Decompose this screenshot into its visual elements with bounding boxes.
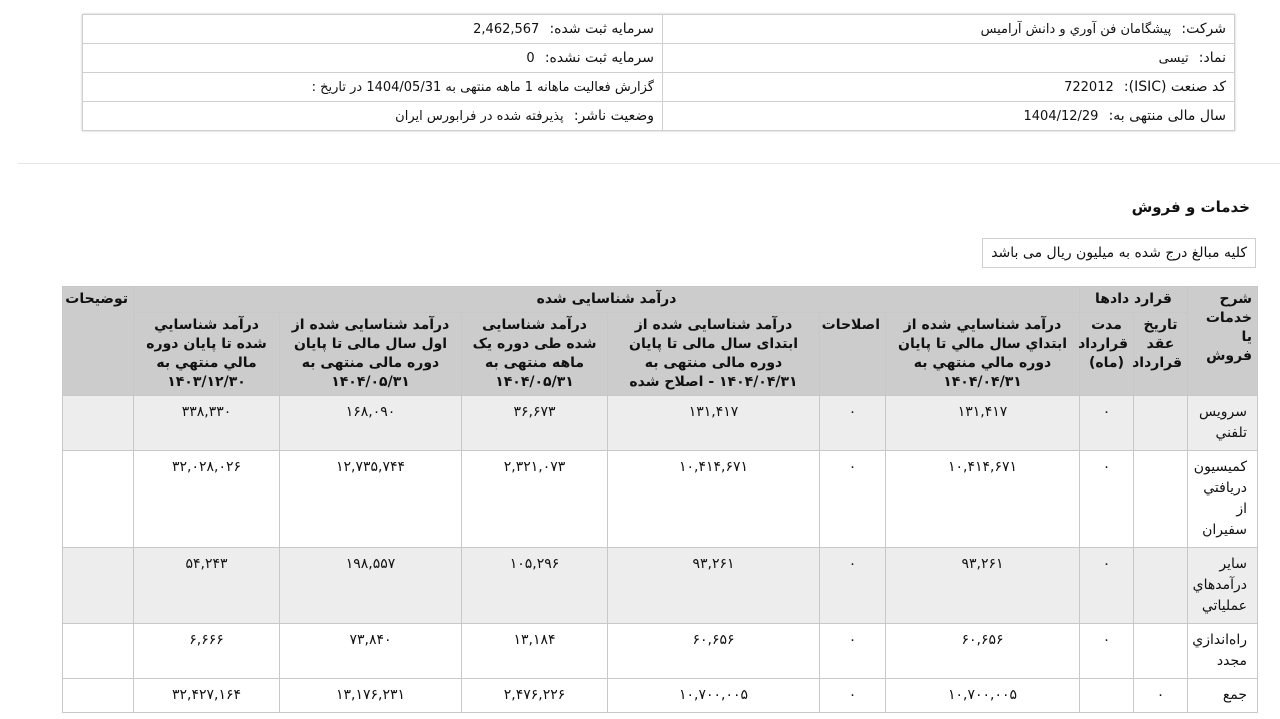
desc-header: شرح خدمات یا فروش [1188,287,1258,396]
company-value: پیشگامان فن آوري و دانش آرامیس [980,22,1172,37]
isic-value: 722012 [1064,80,1114,95]
company-label: شرکت: [1181,21,1226,37]
notes-cell [63,624,134,679]
rev-prev-header: درآمد شناسايي شده از ابتداي سال مالي تا پايان دوره مالي منتهي به ۱۴۰۴/۰۴/۳۱ [886,313,1080,396]
registered-capital-label: سرمایه ثبت شده: [549,21,654,37]
info-row [83,15,1235,44]
table-row [63,624,1258,679]
rev-adjusted-cell: ۱۰,۴۱۴,۶۷۱ [608,451,820,548]
adjustments-cell: ۰ [820,548,886,624]
notes-cell [63,679,134,713]
rev-prev-cell: ۱۰,۷۰۰,۰۰۵ [886,679,1080,713]
adjustments-cell: ۰ [820,624,886,679]
unregistered-capital-cell [83,44,663,73]
fiscal-year-cell [663,102,1235,131]
row-name: کمیسیون دريافتي از سفيران [1188,451,1258,548]
row-name: سرویس تلفني [1188,396,1258,451]
adjustments-cell: ۰ [820,679,886,713]
row-name: ساير درآمدهاي عملياتي [1188,548,1258,624]
info-row [83,73,1235,102]
amounts-note: کلیه مبالغ درج شده به میلیون ریال می باشد [982,238,1256,268]
rev-prev-cell: ۶۰,۶۵۶ [886,624,1080,679]
rev-ytd-cell: ۱۶۸,۰۹۰ [280,396,462,451]
duration-cell: ۰ [1080,624,1134,679]
header-row [63,313,1258,396]
contract-date-cell [1134,624,1188,679]
isic-label: کد صنعت (ISIC): [1123,79,1226,95]
fiscal-year-value: 1404/12/29 [1023,109,1099,124]
rev-prev-year-cell: ۳۲,۰۲۸,۰۲۶ [134,451,280,548]
contract-date-cell: ۰ [1134,679,1188,713]
publisher-status-value: پذیرفته شده در فرابورس ایران [395,109,564,124]
rev-prev-year-cell: ۵۴,۲۴۳ [134,548,280,624]
rev-prev-cell: ۱۰,۴۱۴,۶۷۱ [886,451,1080,548]
rev-month-cell: ۱۳,۱۸۴ [462,624,608,679]
notes-header: توضیحات [63,287,134,396]
symbol-label: نماد: [1198,50,1226,66]
section-divider [18,163,1280,164]
adjustments-header: اصلاحات [820,313,886,396]
rev-month-cell: ۱۰۵,۲۹۶ [462,548,608,624]
rev-month-cell: ۲,۳۲۱,۰۷۳ [462,451,608,548]
rev-month-cell: ۲,۴۷۶,۲۲۶ [462,679,608,713]
rev-ytd-cell: ۷۳,۸۴۰ [280,624,462,679]
contract-date-cell [1134,548,1188,624]
notes-cell [63,451,134,548]
unregistered-capital-value: 0 [526,51,535,66]
info-row [83,44,1235,73]
adjustments-cell: ۰ [820,451,886,548]
row-name: راه‌اندازي مجدد [1188,624,1258,679]
report-text: گزارش فعالیت ماهانه 1 ماهه منتهی به 1404/05/31 در تاریخ : [311,79,654,95]
row-name: جمع [1188,679,1258,713]
rev-prev-year-cell: ۶,۶۶۶ [134,624,280,679]
rev-prev-year-cell: ۳۲,۴۲۷,۱۶۴ [134,679,280,713]
rev-ytd-cell: ۱۹۸,۵۵۷ [280,548,462,624]
rev-adjusted-cell: ۹۳,۲۶۱ [608,548,820,624]
adjustments-cell: ۰ [820,396,886,451]
notes-cell [63,548,134,624]
contract-date-cell [1134,396,1188,451]
rev-ytd-header: درآمد شناسایی شده از اول سال مالی تا پایان دوره مالی منتهی به ۱۴۰۴/۰۵/۳۱ [280,313,462,396]
company-info-table [82,14,1235,131]
duration-cell: ۰ [1080,396,1134,451]
revenue-group-header: درآمد شناسایی شده [134,287,1080,313]
rev-month-header: درآمد شناسایی شده طی دوره یک ماهه منتهی به ۱۴۰۴/۰۵/۳۱ [462,313,608,396]
contract-date-header: تاریخ عقد قرارداد [1134,313,1188,396]
table-row [63,396,1258,451]
isic-cell [663,73,1235,102]
rev-ytd-cell: ۱۲,۷۳۵,۷۴۴ [280,451,462,548]
section-title: خدمات و فروش [1131,198,1250,216]
duration-cell: ۰ [1080,451,1134,548]
header-row [63,287,1258,313]
rev-month-cell: ۳۶,۶۷۳ [462,396,608,451]
rev-prev-year-header: درآمد شناسايي شده تا پايان دوره مالي منتهي به ۱۴۰۳/۱۲/۳۰ [134,313,280,396]
registered-capital-cell [83,15,663,44]
unregistered-capital-label: سرمایه ثبت نشده: [544,50,654,66]
rev-ytd-cell: ۱۳,۱۷۶,۲۳۱ [280,679,462,713]
symbol-cell [663,44,1235,73]
rev-adjusted-header: درآمد شناسایی شده از ابتدای سال مالی تا پایان دوره مالی منتهی به ۱۴۰۴/۰۴/۳۱ - اصلاح شده [608,313,820,396]
rev-adjusted-cell: ۱۳۱,۴۱۷ [608,396,820,451]
duration-cell [1080,679,1134,713]
table-row [63,451,1258,548]
rev-prev-year-cell: ۳۳۸,۳۳۰ [134,396,280,451]
notes-cell [63,396,134,451]
total-row [63,679,1258,713]
contract-duration-header: مدت قرارداد (ماه) [1080,313,1134,396]
rev-adjusted-cell: ۶۰,۶۵۶ [608,624,820,679]
duration-cell: ۰ [1080,548,1134,624]
services-sales-table [62,286,1258,713]
rev-prev-cell: ۹۳,۲۶۱ [886,548,1080,624]
symbol-value: تیسی [1158,51,1189,66]
fiscal-year-label: سال مالی منتهی به: [1108,108,1226,124]
company-cell [663,15,1235,44]
report-cell [83,73,663,102]
contracts-group-header: قرارد دادها [1080,287,1188,313]
publisher-status-label: وضعیت ناشر: [573,108,654,124]
contract-date-cell [1134,451,1188,548]
rev-prev-cell: ۱۳۱,۴۱۷ [886,396,1080,451]
rev-adjusted-cell: ۱۰,۷۰۰,۰۰۵ [608,679,820,713]
info-row [83,102,1235,131]
registered-capital-value: 2,462,567 [473,22,540,37]
table-row [63,548,1258,624]
publisher-status-cell [83,102,663,131]
